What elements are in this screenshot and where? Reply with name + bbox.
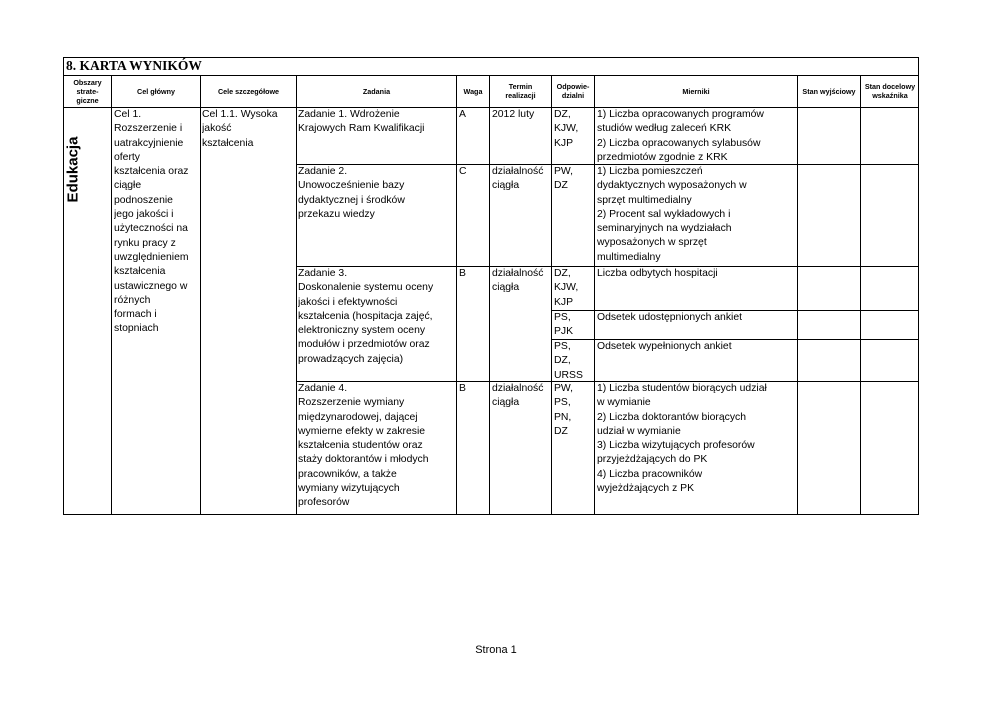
task-3c-measures: Odsetek wypełnionych ankiet: [597, 341, 732, 352]
task-3-name: Zadanie 3. Doskonalenie systemu oceny jakości i efektywności kształcenia (hospitacja zajęć, elektroniczny system oceny modułów i przedmiotów oraz prowadzących zajęcia): [298, 268, 434, 365]
header-stan-docelowy: Stan docelowy wskaźnika: [864, 82, 916, 100]
task-3-deadline: działalność ciągła: [492, 268, 544, 294]
task-3a-measures: Liczba odbytych hospitacji: [597, 268, 718, 279]
task-2-name: Zadanie 2. Unowocześnienie bazy dydaktycznej i środków przekazu wiedzy: [298, 166, 405, 220]
task-4-weight: B: [459, 383, 466, 394]
grid-line: [797, 76, 798, 514]
grid-line: [551, 76, 552, 514]
task-1-name: Zadanie 1. Wdrożenie Krajowych Ram Kwalifikacji: [298, 109, 425, 135]
header-mierniki: Mierniki: [682, 86, 710, 96]
task-2-responsible: PW, DZ: [554, 166, 574, 192]
grid-line: [489, 76, 490, 514]
sheet-title: 8. KARTA WYNIKÓW: [66, 58, 202, 73]
main-goal-cell: Cel 1. Rozszerzenie i uatrakcyjnienie oferty kształcenia oraz ciągłe podnoszenie jego jakości i użyteczności na rynku pracy z uwzględnieniem kształcenia ustawicznego w różnych formach i stopniach: [114, 109, 189, 335]
grid-line: [456, 76, 457, 514]
task-1-weight: A: [459, 109, 466, 120]
task-2-weight: C: [459, 166, 467, 177]
task-4-measures: 1) Liczba studentów biorących udział w wymianie 2) Liczba doktorantów biorących udział w wymianie 3) Liczba wizytujących profesorów przyjeżdżających do PK 4) Liczba pracowników wyjeżdżających z PK: [597, 383, 767, 495]
page-footer: Strona 1: [475, 644, 517, 656]
area-text: Edukacja: [64, 136, 82, 202]
strategic-area-label: [64, 124, 82, 214]
header-stan-wyjsciowy: Stan wyjściowy: [802, 86, 856, 96]
grid-line: [860, 76, 861, 514]
task-3-weight: B: [459, 268, 466, 279]
header-termin: Termin realizacji: [505, 82, 536, 100]
task-4-name: Zadanie 4. Rozszerzenie wymiany międzynarodowej, dającej wymierne efekty w zakresie kształcenia studentów oraz staży doktorantów i młodych pracowników, a także wymiany wizytujących profesorów: [298, 383, 429, 509]
header-waga: Waga: [463, 86, 483, 96]
task-1-responsible: DZ, KJW, KJP: [554, 109, 579, 149]
task-1-deadline: 2012 luty: [492, 109, 535, 120]
grid-line: [111, 76, 112, 514]
task-3a-responsible: DZ, KJW, KJP: [554, 268, 579, 308]
header-zadania: Zadania: [362, 86, 391, 96]
task-3b-measures: Odsetek udostępnionych ankiet: [597, 312, 742, 323]
task-2-measures: 1) Liczba pomieszczeń dydaktycznych wyposażonych w sprzęt multimedialny 2) Procent sal wykładowych i seminaryjnych na wydziałach wyposażonych w sprzęt multimedialny: [597, 166, 747, 263]
specific-goal-cell: Cel 1.1. Wysoka jakość kształcenia: [202, 109, 278, 149]
header-obszary: Obszary strate- giczne: [73, 77, 102, 105]
task-2-deadline: działalność ciągła: [492, 166, 544, 192]
task-1-measures: 1) Liczba opracowanych programów studiów według zaleceń KRK 2) Liczba opracowanych sylabusów przedmiotów zgodnie z KRK: [597, 109, 764, 163]
results-card-sheet: [63, 57, 919, 515]
task-4-responsible: PW, PS, PN, DZ: [554, 383, 574, 437]
task-3c-responsible: PS, DZ, URSS: [554, 341, 583, 381]
header-cel-glowny: Cel główny: [137, 86, 175, 96]
header-odpowiedzialni: Odpowie- dzialni: [556, 82, 590, 100]
task-3b-responsible: PS, PJK: [554, 312, 574, 338]
task-4-deadline: działalność ciągła: [492, 383, 544, 409]
grid-line: [296, 76, 297, 514]
grid-line: [594, 76, 595, 514]
header-cele-szczegolowe: Cele szczegółowe: [217, 86, 280, 96]
grid-line: [200, 76, 201, 514]
